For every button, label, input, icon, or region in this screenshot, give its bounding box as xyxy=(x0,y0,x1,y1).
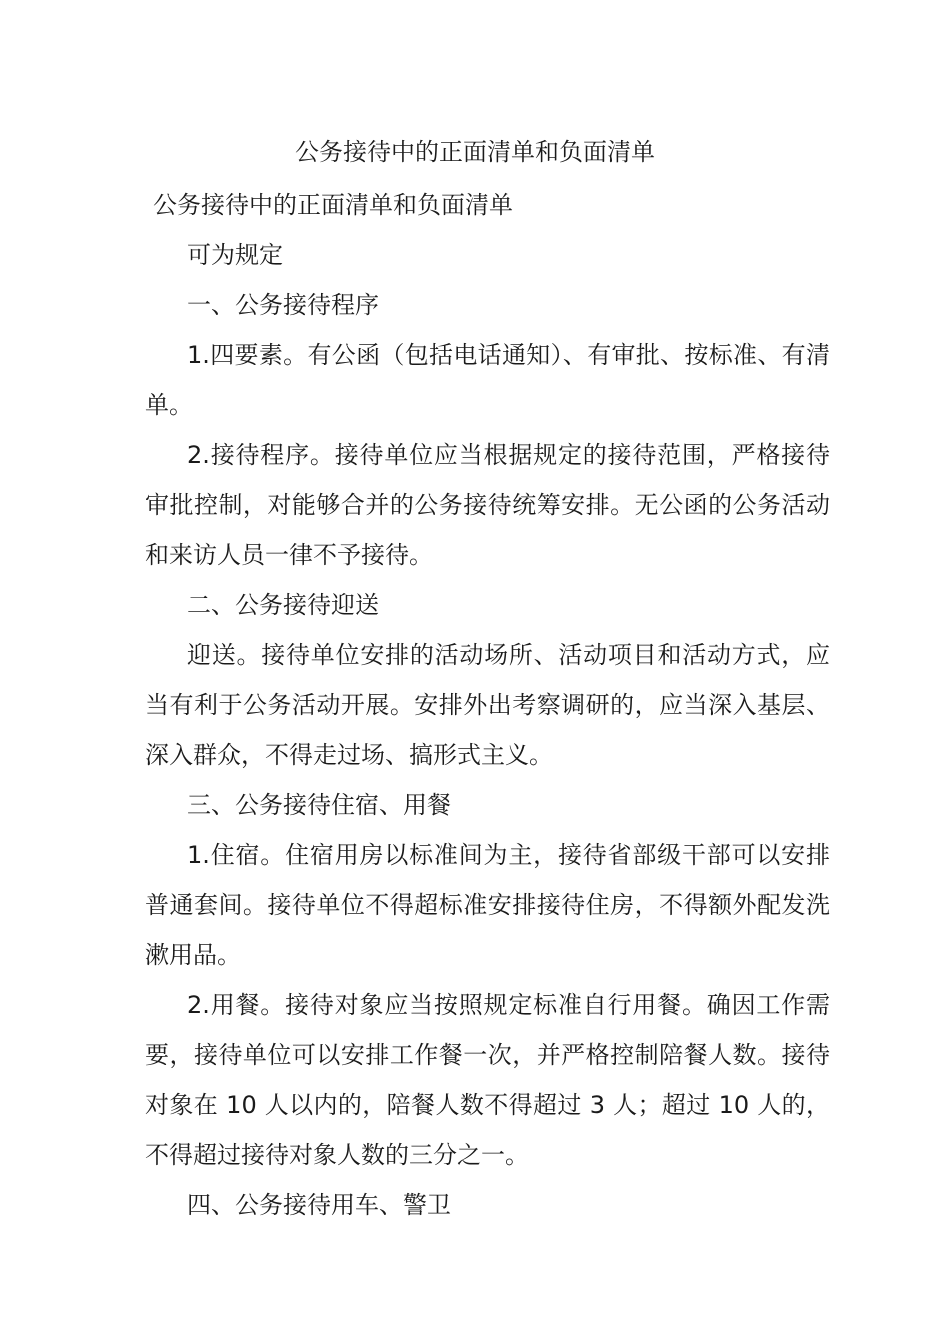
document-subtitle: 公务接待中的正面清单和负面清单 xyxy=(153,191,513,219)
document-title: 公务接待中的正面清单和负面清单 xyxy=(295,138,655,166)
document-body xyxy=(145,180,830,1230)
section-heading-4: 四、公务接待用车、警卫 xyxy=(187,1191,451,1219)
section-heading-1: 一、公务接待程序 xyxy=(187,291,379,319)
paragraph-3: 1.四要素。有公函（包括电话通知）、有审批、按标准、有清单。 xyxy=(145,341,830,419)
paragraph-1: 可为规定 xyxy=(187,241,283,269)
paragraph-6: 迎送。接待单位安排的活动场所、活动项目和活动方式，应当有利于公务活动开展。安排外出考察调研的，应当深入基层、深入群众，不得走过场、搞形式主义。 xyxy=(145,641,830,769)
paragraph-8: 1.住宿。住宿用房以标准间为主，接待省部级干部可以安排普通套间。接待单位不得超标准安排接待住房，不得额外配发洗漱用品。 xyxy=(145,841,830,969)
paragraph-9: 2.用餐。接待对象应当按照规定标准自行用餐。确因工作需要，接待单位可以安排工作餐一次，并严格控制陪餐人数。接待对象在 10 人以内的，陪餐人数不得超过 3 人；超过 10 人的，不得超过接待对象人数的三分之一。 xyxy=(145,991,830,1169)
paragraph-4: 2.接待程序。接待单位应当根据规定的接待范围，严格接待审批控制，对能够合并的公务接待统筹安排。无公函的公务活动和来访人员一律不予接待。 xyxy=(145,441,830,569)
section-heading-3: 三、公务接待住宿、用餐 xyxy=(187,791,451,819)
section-heading-2: 二、公务接待迎送 xyxy=(187,591,379,619)
